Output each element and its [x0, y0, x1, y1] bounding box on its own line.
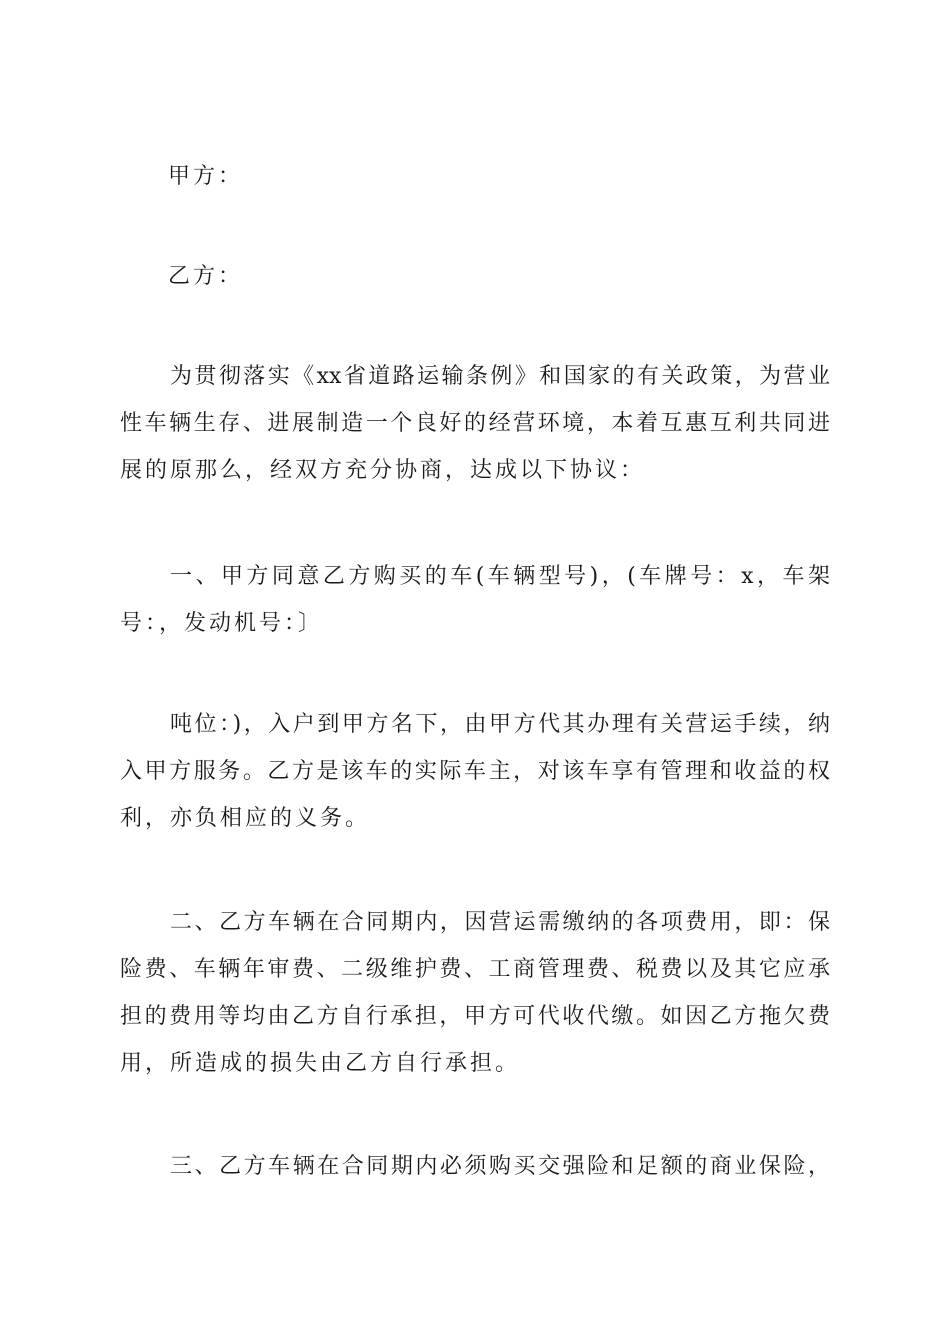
clause-3-line-1: 三、乙方车辆在合同期内必须购买交强险和足额的商业保险， — [170, 1154, 830, 1179]
intro-line-1: 为贯彻落实《xx省道路运输条例》和国家的有关政策，为营业 — [170, 364, 830, 389]
clause-2-line-1: 二、乙方车辆在合同期内，因营运需缴纳的各项费用，即：保 — [170, 910, 830, 935]
intro-line-2: 性车辆生存、进展制造一个良好的经营环境，本着互惠互利共同进 — [120, 411, 830, 436]
clause-1-cont-line-3: 利，亦负相应的义务。 — [120, 806, 371, 831]
clause-1-line-1: 一、甲方同意乙方购买的车(车辆型号)，(车牌号：x，车架 — [170, 564, 830, 589]
clause-1-cont-line-2: 入甲方服务。乙方是该车的实际车主，对该车享有管理和收益的权 — [120, 759, 830, 784]
party-b-label: 乙方： — [168, 264, 244, 289]
clause-1-line-2: 号：，发动机号：〕 — [120, 611, 324, 636]
clause-2-line-2: 险费、车辆年审费、二级维护费、工商管理费、税费以及其它应承 — [120, 957, 830, 982]
party-a-label: 甲方： — [168, 164, 244, 189]
clause-2-line-3: 担的费用等均由乙方自行承担，甲方可代收代缴。如因乙方拖欠费 — [120, 1004, 830, 1029]
intro-line-3: 展的原那么，经双方充分协商，达成以下协议： — [120, 458, 646, 483]
clause-2-line-4: 用，所造成的损失由乙方自行承担。 — [120, 1051, 521, 1076]
clause-1-cont-line-1: 吨位：)，入户到甲方名下，由甲方代其办理有关营运手续，纳 — [170, 712, 830, 737]
